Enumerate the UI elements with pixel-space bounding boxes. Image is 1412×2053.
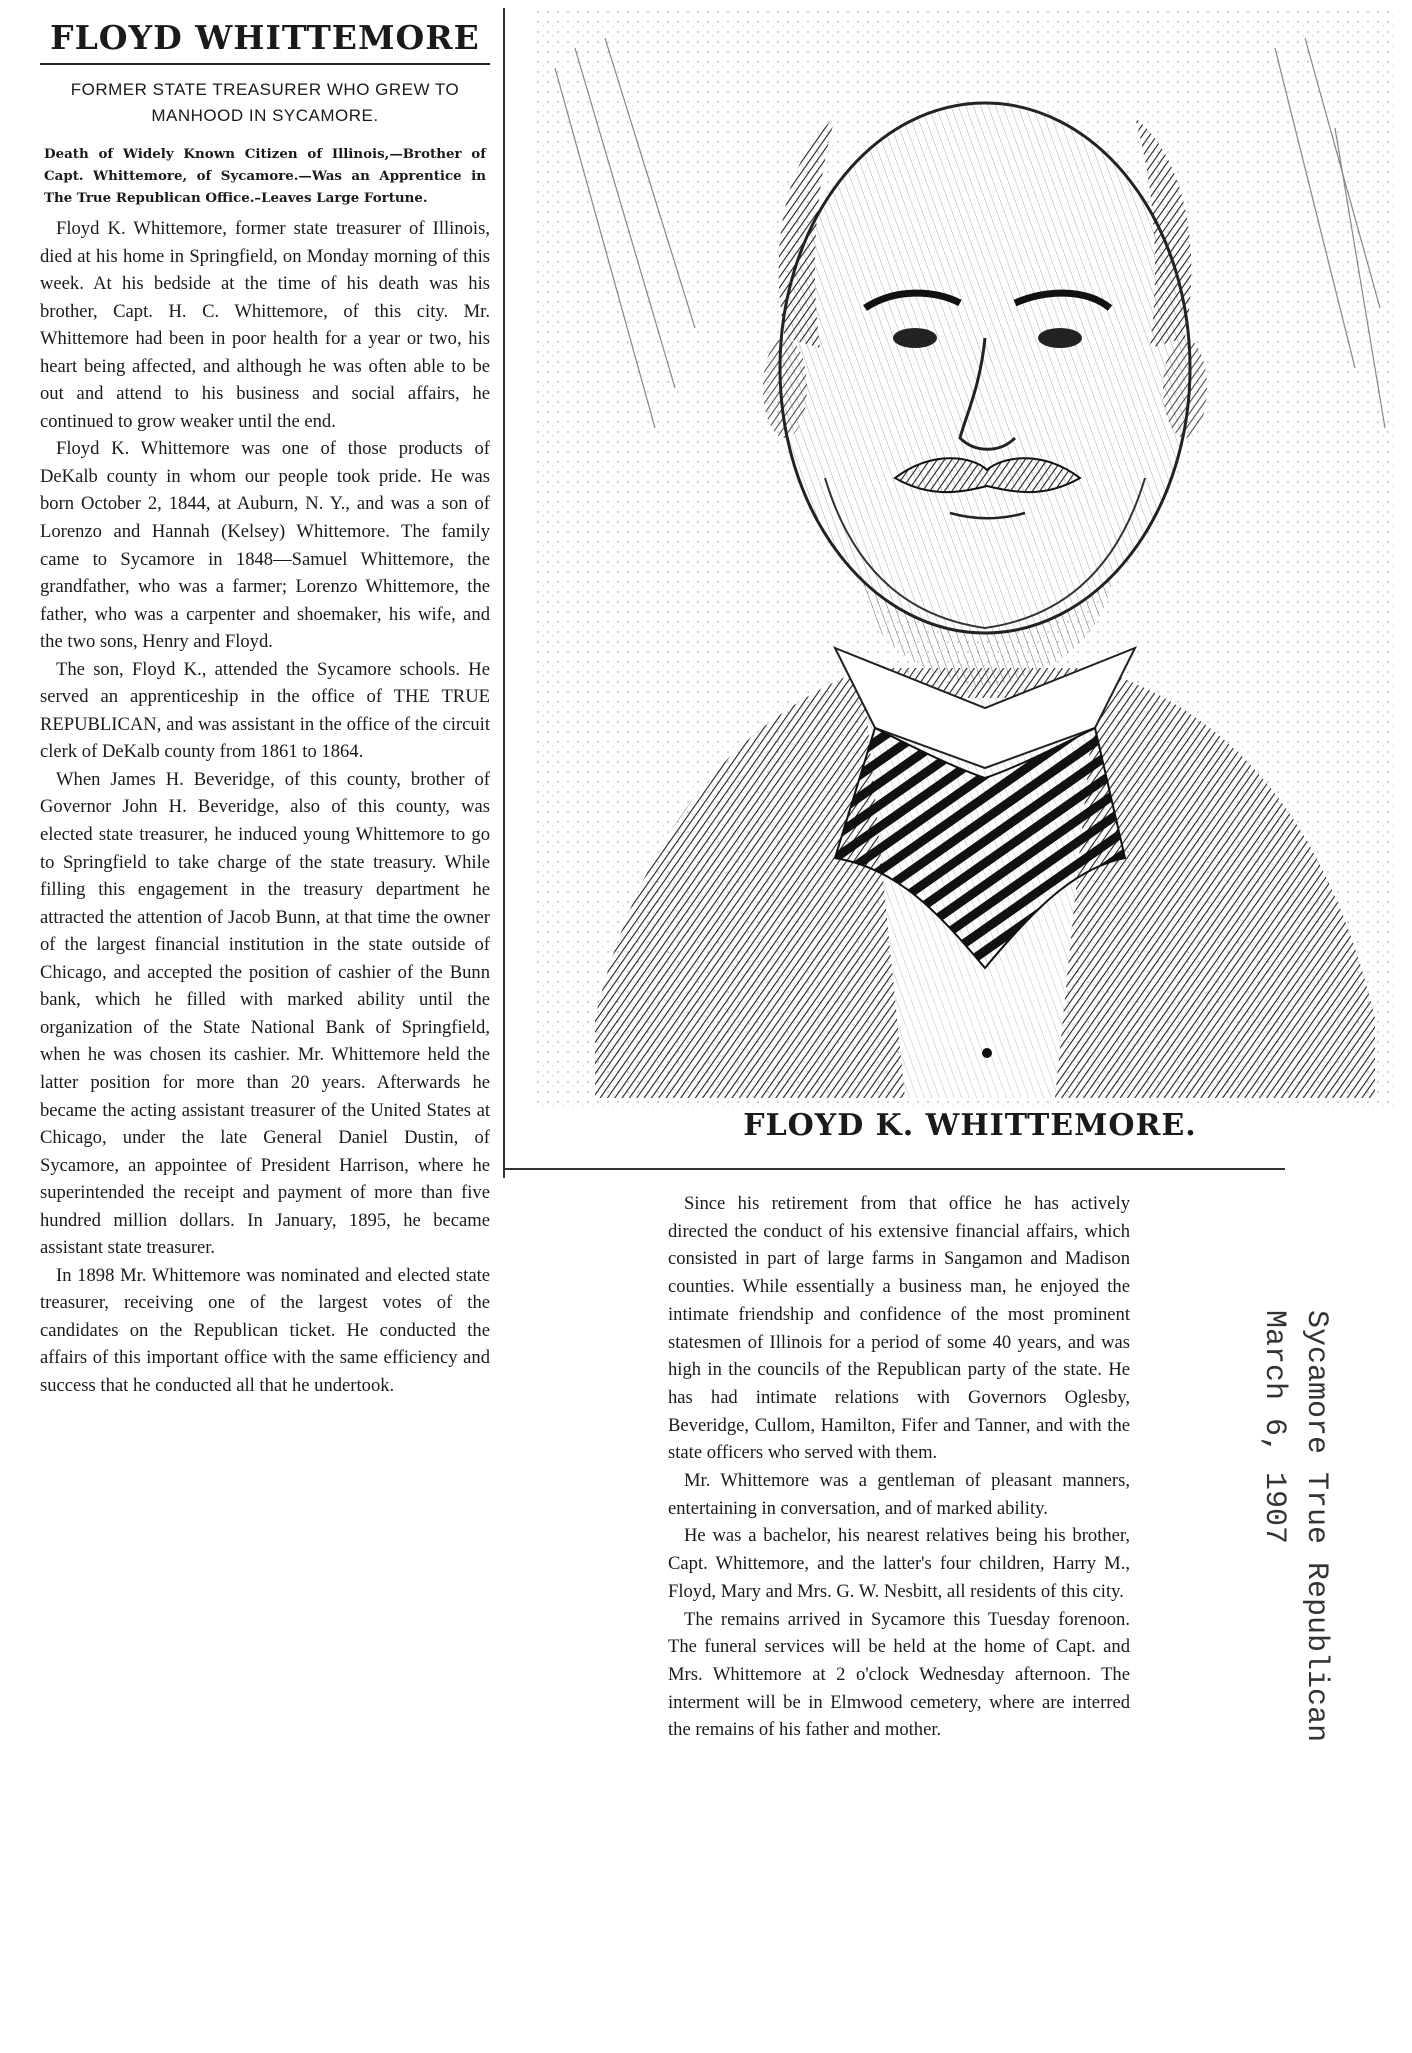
paragraph: Mr. Whittemore was a gentleman of pleasant manners, entertaining in conversation, and of marked ability. — [668, 1470, 1130, 1519]
subhead: FORMER STATE TREASURER WHO GREW TO MANHOOD IN SYCAMORE. — [70, 80, 460, 125]
paragraph: He was a bachelor, his nearest relatives being his brother, Capt. Whittemore, and the latter's four children, Harry M., Floyd, Mary and Mrs. G. W. Nesbitt, all residents of this city. — [668, 1525, 1130, 1602]
left-column — [40, 18, 490, 2038]
portrait-engraving — [535, 8, 1397, 1158]
portrait-caption: FLOYD K. WHITTEMORE. — [743, 1108, 1197, 1143]
continuation-column — [668, 1190, 1130, 1744]
paragraph: Floyd K. Whittemore, former state treasurer of Illinois, died at his home in Springfield, on Monday morning of this week. At his bedside at the time of his death was his brother, Capt. H. C. Whittemore, of this city. Mr. Whittemore had been in poor health for a year or two, his heart being affected, and although he was often able to be out and attend to his business and social affairs, he continued to grow weaker until the end. — [40, 218, 490, 432]
paragraph: In 1898 Mr. Whittemore was nominated and elected state treasurer, receiving one of the largest votes of the candidates on the Republican ticket. He conducted the affairs of this important office with the same efficiency and success that he conducted all that he undertook. — [40, 1264, 490, 1396]
paragraph: Floyd K. Whittemore was one of those products of DeKalb county in whom our people took pride. He was born October 2, 1844, at Auburn, N. Y., and was a son of Lorenzo and Hannah (Kelsey) Whittemore. The family came to Sycamore in 1848—Samuel Whittemore, the grandfather, who was a farmer; Lorenzo Whittemore, the father, who was a carpenter and shoemaker, his wife, and the two sons, Henry and Floyd. — [40, 438, 490, 653]
paragraph: Since his retirement from that office he has actively directed the conduct of his extensive financial affairs, which consisted in part of large farms in Sangamon and Madison counties. While essentially a business man, he enjoyed the intimate friendship and confidence of the most prominent statesmen of Illinois for a period of some 40 years, and was high in the councils of the Republican party of the state. He has had intimate relations with Governors Oglesby, Beveridge, Cullom, Hamilton, Fifer and Tanner, and with the state officers who served with them. — [668, 1193, 1130, 1464]
portrait-illustration — [535, 8, 1397, 1158]
column-rule — [503, 8, 505, 1178]
paragraph: The son, Floyd K., attended the Sycamore schools. He served an apprenticeship in the office of THE TRUE REPUBLICAN, and was assistant in the office of the circuit clerk of DeKalb county from 1861 to 1864. — [40, 658, 490, 763]
paragraph: The remains arrived in Sycamore this Tuesday forenoon. The funeral services will be held at the home of Capt. and Mrs. Whittemore at 2 o'clock Wednesday afternoon. The interment will be in Elmwood cemetery, where are interred the remains of his father and mother. — [668, 1608, 1130, 1741]
paragraph: When James H. Beveridge, of this county, brother of Governor John H. Beveridge, also of this county, was elected state treasurer, he induced young Whittemore to go to Springfield to take charge of the state treasury. While filling this engagement in the treasury department he attracted the attention of Jacob Bunn, at that time the owner of the largest financial institution in the state outside of Chicago, and accepted the position of cashier of the Bunn bank, which he filled with marked ability until the organization of the State National Bank of Springfield, when he was chosen its cashier. Mr. Whittemore held the latter position for more than 20 years. Afterwards he became the acting assistant treasurer of the United States at Chicago, under the late General Daniel Dustin, of Sycamore, an appointee of President Harrison, where he superintended the receipt and payment of more than five hundred million dollars. In January, 1895, he became assistant state treasurer. — [40, 768, 490, 1259]
source-publication: Sycamore True Republican — [1299, 1310, 1333, 1743]
source-date: March 6, 1907 — [1257, 1310, 1291, 1545]
horizontal-rule — [505, 1168, 1285, 1170]
deck: Death of Widely Known Citizen of Illinois,—Brother of Capt. Whittemore, of Sycamore.—Was an Apprentice in The True Republican Office.–Leaves Large Fortune. — [44, 146, 486, 206]
headline: FLOYD WHITTEMORE — [40, 18, 490, 65]
